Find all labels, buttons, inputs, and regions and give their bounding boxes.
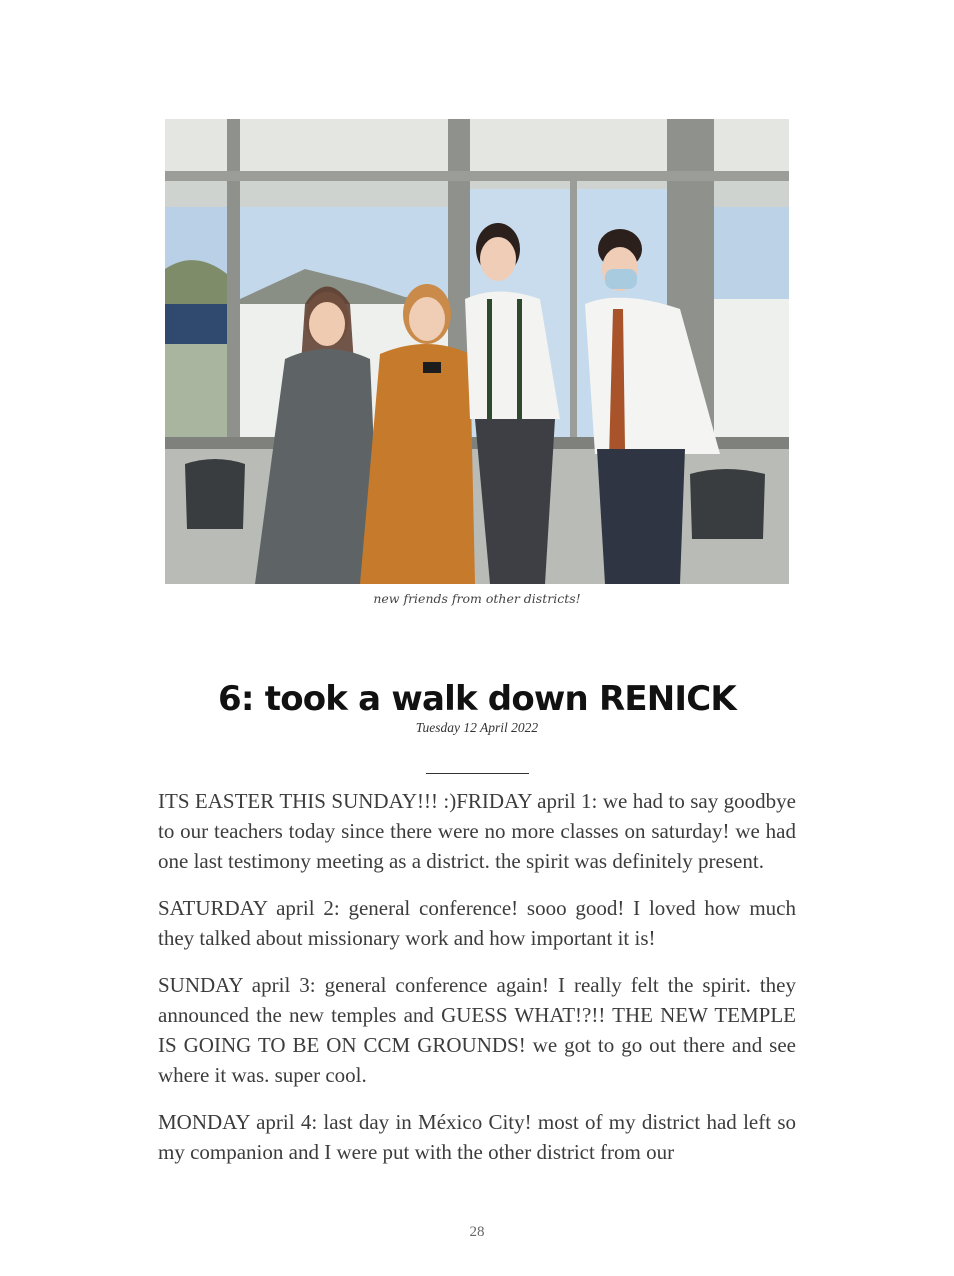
section-divider bbox=[426, 773, 529, 774]
paragraph: SATURDAY april 2: general conference! sooo good! I loved how much they talked about missionary work and how important it is! bbox=[158, 896, 796, 950]
paragraph: MONDAY april 4: last day in México City! most of my district had left so my companion and I were put with the other district from our bbox=[158, 1110, 796, 1164]
paragraph: ITS EASTER THIS SUNDAY!!! :)FRIDAY april 1: we had to say goodbye to our teachers today since there were no more classes on saturday! we had one last testimony meeting as a district. the spirit was definitely present. bbox=[158, 789, 796, 873]
chapter-date: Tuesday 12 April 2022 bbox=[415, 720, 539, 735]
paragraph: SUNDAY april 3: general conference again! I really felt the spirit. they announced the new temples and GUESS WHAT!?!! THE NEW TEMPLE IS GOING TO BE ON CCM GROUNDS! we got to go out there and see where it was. super cool. bbox=[158, 973, 796, 1087]
chapter-title: 6: took a walk down RENICK bbox=[218, 679, 736, 719]
photo-caption: new friends from other districts! bbox=[373, 591, 581, 606]
journal-body bbox=[158, 786, 796, 1184]
group-photo bbox=[165, 119, 789, 584]
page-number: 28 bbox=[469, 1224, 485, 1240]
photo-illustration bbox=[165, 119, 789, 584]
